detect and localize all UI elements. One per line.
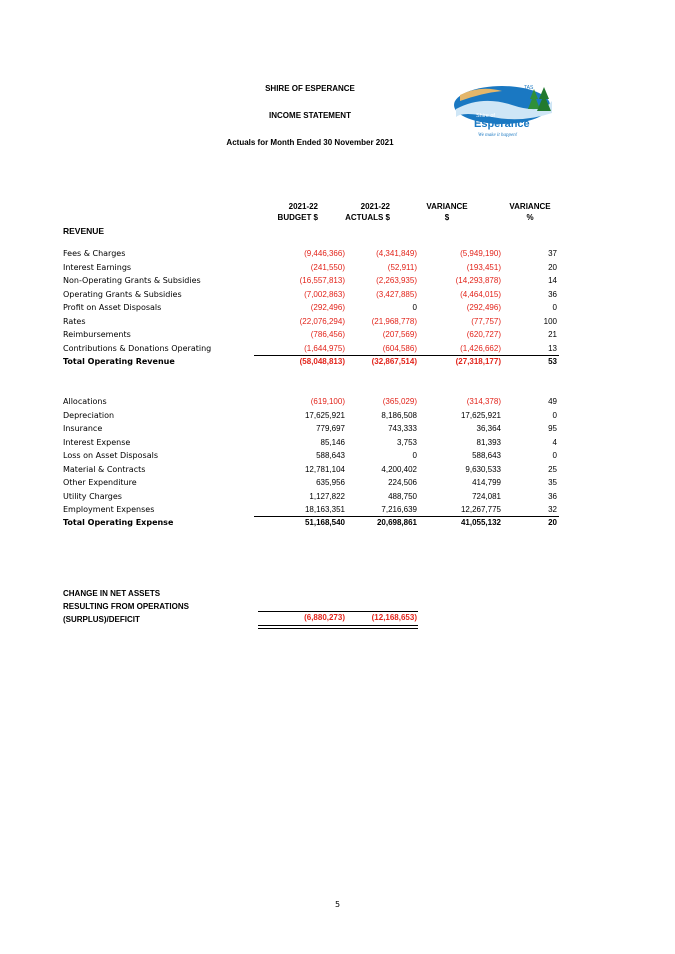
variance-value: (4,464,015) bbox=[460, 289, 501, 299]
expense-row bbox=[63, 424, 563, 438]
variance-percent: 36 bbox=[548, 491, 557, 501]
column-budget-line2: BUDGET $ bbox=[277, 213, 318, 222]
actual-value: (365,029) bbox=[382, 397, 417, 406]
budget-value: 779,697 bbox=[316, 424, 345, 433]
actual-value: (32,867,514) bbox=[371, 357, 417, 366]
variance-value: 414,799 bbox=[472, 478, 501, 487]
change-double-rule bbox=[258, 625, 418, 629]
line-item-label: Utility Charges bbox=[63, 491, 122, 501]
budget-value: (241,550) bbox=[310, 262, 345, 272]
column-actual-heading bbox=[318, 201, 390, 223]
variance-value: 17,625,921 bbox=[460, 410, 501, 420]
actual-value: 0 bbox=[412, 303, 417, 312]
expense-row bbox=[63, 478, 563, 492]
variance-value: 9,630,533 bbox=[465, 464, 501, 474]
logo-line1: Shire of bbox=[476, 113, 495, 119]
revenue-total-row bbox=[63, 357, 563, 371]
actual-value: 743,333 bbox=[388, 424, 417, 433]
variance-percent: 100 bbox=[543, 316, 557, 326]
budget-value: (292,496) bbox=[310, 303, 345, 312]
actual-value: (3,427,885) bbox=[376, 289, 417, 299]
actual-value: 20,698,861 bbox=[376, 518, 417, 527]
expense-row bbox=[63, 451, 563, 465]
variance-percent: 4 bbox=[552, 437, 557, 447]
line-item-label: Profit on Asset Disposals bbox=[63, 303, 162, 312]
line-item-label: Employment Expenses bbox=[63, 505, 155, 514]
column-variance-line2: $ bbox=[444, 213, 450, 222]
actual-value: 0 bbox=[412, 451, 417, 460]
expense-row bbox=[63, 397, 563, 411]
variance-percent: 0 bbox=[552, 451, 557, 460]
budget-value: 588,643 bbox=[316, 451, 345, 460]
change-label-line3: (SURPLUS)/DEFICIT bbox=[63, 615, 140, 624]
revenue-row bbox=[63, 317, 563, 331]
statement-title: INCOME STATEMENT bbox=[269, 111, 351, 120]
variance-percent: 0 bbox=[552, 410, 557, 420]
line-item-label: Non-Operating Grants & Subsidies bbox=[63, 276, 201, 285]
actual-value: (4,341,849) bbox=[376, 249, 417, 258]
budget-value: 635,956 bbox=[316, 478, 345, 487]
actual-value: (21,968,778) bbox=[371, 316, 417, 326]
variance-value: (292,496) bbox=[466, 303, 501, 312]
variance-value: 724,081 bbox=[472, 491, 501, 501]
budget-value: (786,456) bbox=[310, 330, 345, 339]
budget-value: 12,781,104 bbox=[304, 464, 345, 474]
change-top-rule bbox=[258, 611, 418, 612]
variance-value: 81,393 bbox=[476, 437, 501, 447]
budget-value: (16,557,813) bbox=[299, 276, 345, 285]
actual-value: 7,216,639 bbox=[381, 505, 417, 514]
expense-total-rule bbox=[254, 516, 559, 517]
change-actual-value: (12,168,653) bbox=[371, 613, 417, 622]
change-label-line1: CHANGE IN NET ASSETS bbox=[63, 589, 161, 598]
logo-graphic bbox=[452, 83, 560, 143]
expense-total-row bbox=[63, 518, 563, 532]
revenue-row bbox=[63, 276, 563, 290]
line-item-label: Total Operating Expense bbox=[63, 518, 174, 527]
line-item-label: Interest Expense bbox=[63, 437, 131, 447]
variance-percent: 49 bbox=[548, 397, 557, 406]
variance-percent: 25 bbox=[548, 464, 557, 474]
variance-percent: 36 bbox=[548, 289, 557, 299]
budget-value: 18,163,351 bbox=[304, 505, 345, 514]
expense-row bbox=[63, 465, 563, 479]
budget-value: (1,644,975) bbox=[304, 343, 345, 353]
variance-percent: 20 bbox=[548, 262, 557, 272]
variance-value: (27,318,177) bbox=[455, 357, 501, 366]
revenue-row bbox=[63, 330, 563, 344]
budget-value: (58,048,813) bbox=[299, 357, 345, 366]
column-budget-line1: 2021-22 bbox=[288, 202, 318, 211]
actual-value: 3,753 bbox=[396, 437, 417, 447]
budget-value: 17,625,921 bbox=[304, 410, 345, 420]
line-item-label: Loss on Asset Disposals bbox=[63, 451, 158, 460]
line-item-label: Interest Earnings bbox=[63, 262, 132, 272]
revenue-heading: REVENUE bbox=[63, 226, 105, 236]
actual-value: 4,200,402 bbox=[381, 464, 417, 474]
line-item-label: Operating Grants & Subsidies bbox=[63, 289, 182, 299]
logo-tagline: We make it happen! bbox=[478, 133, 518, 138]
actual-value: (52,911) bbox=[387, 262, 417, 272]
column-budget-heading bbox=[246, 201, 318, 223]
budget-value: (7,002,863) bbox=[304, 289, 345, 299]
expense-row bbox=[63, 438, 563, 452]
line-item-label: Total Operating Revenue bbox=[63, 357, 175, 366]
revenue-row bbox=[63, 263, 563, 277]
line-item-label: Fees & Charges bbox=[63, 249, 126, 258]
column-variance-pct-line2: % bbox=[526, 213, 534, 222]
variance-value: (14,293,878) bbox=[455, 276, 501, 285]
variance-percent: 20 bbox=[548, 518, 557, 527]
column-actual-line1: 2021-22 bbox=[360, 202, 390, 211]
column-variance-heading bbox=[406, 201, 488, 223]
logo-line2: Esperance bbox=[474, 118, 530, 130]
variance-percent: 14 bbox=[548, 276, 557, 285]
actual-value: (604,586) bbox=[382, 343, 417, 353]
budget-value: (9,446,366) bbox=[304, 249, 345, 258]
line-item-label: Other Expenditure bbox=[63, 478, 137, 487]
variance-value: (1,426,662) bbox=[460, 343, 501, 353]
revenue-row bbox=[63, 303, 563, 317]
line-item-label: Rates bbox=[63, 316, 86, 326]
variance-value: 36,364 bbox=[476, 424, 501, 433]
variance-percent: 32 bbox=[548, 505, 557, 514]
actual-value: (207,569) bbox=[382, 330, 417, 339]
line-item-label: Insurance bbox=[63, 424, 103, 433]
actual-value: 8,186,508 bbox=[381, 410, 417, 420]
budget-value: (619,100) bbox=[310, 397, 345, 406]
revenue-row bbox=[63, 249, 563, 263]
shire-logo bbox=[452, 83, 560, 143]
budget-value: (22,076,294) bbox=[299, 316, 345, 326]
variance-percent: 53 bbox=[548, 357, 557, 366]
variance-percent: 21 bbox=[548, 330, 557, 339]
variance-value: 12,267,775 bbox=[460, 505, 501, 514]
line-item-label: Reimbursements bbox=[63, 330, 131, 339]
column-actual-line2: ACTUALS $ bbox=[345, 213, 390, 222]
variance-value: (314,378) bbox=[466, 397, 501, 406]
variance-percent: 35 bbox=[548, 478, 557, 487]
expense-row bbox=[63, 492, 563, 506]
line-item-label: Depreciation bbox=[63, 410, 115, 420]
variance-percent: 0 bbox=[552, 303, 557, 312]
variance-value: (5,949,190) bbox=[460, 249, 501, 258]
svg-text:TAS: TAS bbox=[524, 85, 534, 91]
actual-value: 488,750 bbox=[388, 491, 417, 501]
revenue-row bbox=[63, 290, 563, 304]
statement-subtitle: Actuals for Month Ended 30 November 2021 bbox=[226, 138, 394, 147]
variance-value: 588,643 bbox=[472, 451, 501, 460]
actual-value: 224,506 bbox=[388, 478, 417, 487]
change-label-line2: RESULTING FROM OPERATIONS bbox=[63, 602, 189, 611]
line-item-label: Material & Contracts bbox=[63, 464, 146, 474]
page-number: 5 bbox=[334, 900, 341, 909]
budget-value: 1,127,822 bbox=[309, 491, 345, 501]
revenue-total-rule bbox=[254, 355, 559, 356]
column-variance-pct-heading bbox=[500, 201, 560, 223]
line-item-label: Allocations bbox=[63, 397, 107, 406]
variance-value: (193,451) bbox=[466, 262, 501, 272]
variance-percent: 37 bbox=[548, 249, 557, 258]
variance-percent: 13 bbox=[548, 343, 557, 353]
line-item-label: Contributions & Donations Operating bbox=[63, 343, 212, 353]
variance-value: (620,727) bbox=[466, 330, 501, 339]
expense-row bbox=[63, 411, 563, 425]
variance-percent: 95 bbox=[548, 424, 557, 433]
org-name: SHIRE OF ESPERANCE bbox=[265, 84, 355, 93]
variance-value: 41,055,132 bbox=[460, 518, 501, 527]
variance-value: (77,757) bbox=[471, 316, 501, 326]
budget-value: 51,168,540 bbox=[304, 518, 345, 527]
column-variance-pct-line1: VARIANCE bbox=[509, 202, 551, 211]
budget-value: 85,146 bbox=[320, 437, 345, 447]
actual-value: (2,263,935) bbox=[376, 276, 417, 285]
change-budget-value: (6,880,273) bbox=[304, 613, 345, 622]
column-variance-line1: VARIANCE bbox=[426, 202, 468, 211]
